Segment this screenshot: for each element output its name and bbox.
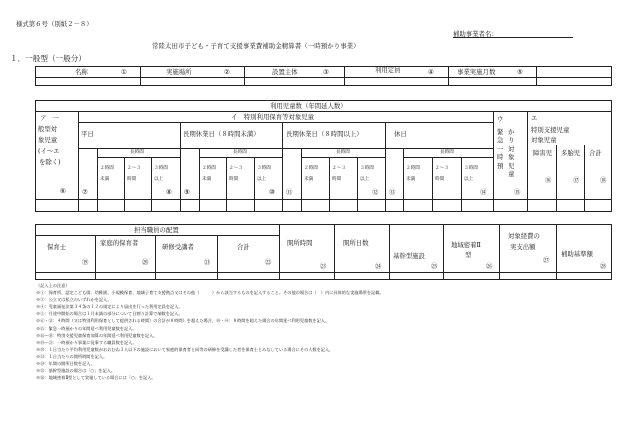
name-number: ① xyxy=(121,68,127,76)
type-e-total: 合計 xyxy=(589,149,602,157)
u-char: 対 xyxy=(508,144,515,153)
type-a-number: ⑥ xyxy=(60,187,66,195)
section-heading: １．一般型（一般分） xyxy=(10,54,86,63)
type-a-line4: (イ～エ xyxy=(38,147,60,155)
type-a-line3: 象児童 xyxy=(38,136,58,144)
open-hours-number: ㉓ xyxy=(320,262,327,270)
col-number-12: ⑫ xyxy=(372,188,379,196)
col-number-9: ⑨ xyxy=(184,188,190,196)
type-u-number: ⑮ xyxy=(514,188,521,196)
col-number-8: ⑧ xyxy=(166,188,172,196)
choujikan-label: 長時間 xyxy=(233,150,247,155)
capacity-header: 利用定員 xyxy=(375,66,401,74)
sub-label-2to3: ２～３ xyxy=(229,166,243,171)
type-e-sub1: 特別支援児童 xyxy=(531,126,570,134)
operator-label-text: 補助事業者名： xyxy=(453,30,498,38)
u-char: か xyxy=(508,128,515,136)
staff-nursery: 保育士 xyxy=(47,243,67,251)
sub-label-2to3-b: 時間 xyxy=(435,177,445,182)
months-header: 事業実施月数 xyxy=(457,68,496,76)
cost-number: ㉗ xyxy=(543,256,550,264)
type-e-disabled: 障害児 xyxy=(533,149,553,157)
sub-label-over3-b: 以上 xyxy=(257,177,267,182)
sub-label-2to3-b: 時間 xyxy=(332,177,342,182)
operator-label xyxy=(453,31,573,38)
note-line: ※㉕：基幹型施設の場合は「○」を記入。 xyxy=(36,368,116,374)
sub-label-2to3: ２～３ xyxy=(435,166,449,171)
type-a-line2: 般型対 xyxy=(38,125,58,133)
sub-label-under2-b: 未満 xyxy=(100,177,110,182)
location-header: 実施場所 xyxy=(166,68,192,76)
notes xyxy=(36,282,384,381)
type-a-line1 xyxy=(40,115,59,121)
u-char: り xyxy=(508,136,515,145)
note-line: ※③：公立又は私立のいずれかを記入。 xyxy=(36,297,112,303)
u-char: 預 xyxy=(497,161,504,170)
regional-type-line1: 地域密着Ⅱ xyxy=(451,241,481,249)
staff-family: 家庭的保育者 xyxy=(100,239,139,247)
open-hours: 開所時間 xyxy=(287,239,313,247)
staff-family-number: ⑳ xyxy=(142,258,149,266)
choujikan-label: 長時間 xyxy=(130,150,144,155)
type-e-sub2: 対象児童 xyxy=(531,136,557,144)
note-line: ※㉓：１日当たりの開所時間を記入。 xyxy=(36,353,108,359)
type-b-title: イ 特別利用保育等対象児童 xyxy=(231,113,315,121)
col-number-11: ⑪ xyxy=(286,188,293,196)
note-line: ※⑳：１日当たり平均利用児童数がおおむね３人以下の施設において家庭的保育者と同等の研修を受講した者を保育士とみなしている場合にその人数を記入。 xyxy=(36,346,334,352)
staff-total-number: ㉒ xyxy=(265,258,272,266)
u-char: 緊 xyxy=(497,128,504,136)
type-e-multiple: 多胎児 xyxy=(561,149,581,157)
location-number: ② xyxy=(224,68,230,76)
sub-label-under2: ２時間 xyxy=(406,166,420,171)
type-e-number-17: ⑰ xyxy=(573,176,580,184)
type-e-number-18: ⑱ xyxy=(600,176,607,184)
note-line: ※④：児童福祉法第３４条の１２の規定により届出を行った利用定員を記入。 xyxy=(36,304,183,310)
name-header: 名称 xyxy=(75,68,88,76)
u-char: 象 xyxy=(508,153,515,162)
sub-label-over3: ３時間 xyxy=(154,166,168,171)
regional-type-line2: 型 xyxy=(465,251,472,259)
sub-label-under2-b: 未満 xyxy=(406,177,416,182)
note-line: ※㉖：地域密着Ⅱ型として実施している場合には「○」を記入。 xyxy=(36,375,156,381)
entity-header: 設置主体 xyxy=(272,68,298,76)
sub-label-under2: ２時間 xyxy=(304,166,318,171)
sub-label-over3-b: 以上 xyxy=(464,177,474,182)
type-a-ichi: 一 xyxy=(52,114,59,122)
sub-label-2to3: ２～３ xyxy=(127,166,141,171)
choujikan-label: 長時間 xyxy=(440,150,454,155)
sub-label-2to3: ２～３ xyxy=(332,166,346,171)
note-line: ※⑤：月途中開始の場合は１月未満の部分について日割り計算で端数を記入。 xyxy=(36,311,183,317)
sub-label-2to3-b: 時間 xyxy=(127,177,137,182)
open-days: 開所日数 xyxy=(343,239,369,247)
u-char: 時 xyxy=(497,153,504,162)
type-u-col2 xyxy=(508,128,516,178)
sub-label-under2: ２時間 xyxy=(202,166,216,171)
sub-label-under2-b: 未満 xyxy=(202,177,212,182)
cost-line2: 実支出額 xyxy=(510,243,536,251)
col-number-10: ⑩ xyxy=(269,188,275,196)
sub-label-over3: ３時間 xyxy=(464,166,478,171)
operator-name-field[interactable] xyxy=(453,31,573,38)
cost-line1: 対象経費の xyxy=(508,232,540,240)
sub-label-2to3-b: 時間 xyxy=(229,177,239,182)
u-char: 一 xyxy=(497,144,504,153)
standard-amount: 補助基準額 xyxy=(561,250,593,258)
group-holiday: 休日 xyxy=(394,130,407,138)
staff-trainee-number: ㉑ xyxy=(204,258,211,266)
col-number-13: ⑬ xyxy=(389,188,396,196)
staff-trainee: 研修受講者 xyxy=(162,243,194,251)
sub-label-over3: ３時間 xyxy=(257,166,271,171)
months-number: ⑤ xyxy=(517,68,523,76)
usage-title: 利用児童数（年間延人数） xyxy=(270,102,347,110)
entity-number: ③ xyxy=(323,68,329,76)
staff-title: 担当職員の配置 xyxy=(134,226,179,234)
note-line: ※⑲～㉑：一時預かり事業に従事する職員数を記入。 xyxy=(36,339,137,345)
u-char: 急 xyxy=(497,136,504,145)
sub-label-over3: ３時間 xyxy=(360,166,374,171)
group-weekday: 平日 xyxy=(81,130,94,138)
usage-table xyxy=(35,100,612,212)
staff-total: 合計 xyxy=(237,243,250,251)
u-char: 童 xyxy=(508,170,515,179)
type-e-number-16: ⑯ xyxy=(545,176,552,184)
base-facility: 基幹型施設 xyxy=(393,252,425,260)
choujikan-label: 長時間 xyxy=(336,150,350,155)
staff-nursery-number: ⑲ xyxy=(82,258,89,266)
group-long-holiday-over8: 長期休業日（８時間以上） xyxy=(286,130,363,138)
u-char: 児 xyxy=(508,161,515,170)
note-line: ※⑮：緊急一時預かりの年間延べ利用児童数を記入。 xyxy=(36,325,137,331)
capacity-number: ④ xyxy=(428,68,434,76)
page-title: 常陸太田市子ども・子育て支援事業費補助金精算書（一時預かり事業） xyxy=(152,42,360,50)
sub-label-under2-b: 未満 xyxy=(304,177,314,182)
standard-number: ㉘ xyxy=(600,262,607,270)
type-u-kana: ウ xyxy=(497,115,504,123)
type-a-kana: ア xyxy=(40,114,47,122)
note-line: ※⑯～⑱：特別支援児童保育加算の年間延べ利用児童数を記入。 xyxy=(36,332,158,338)
col-number-14: ⑭ xyxy=(480,188,487,196)
sub-label-over3-b: 以上 xyxy=(360,177,370,182)
open-days-number: ㉔ xyxy=(375,262,382,270)
note-line: （記入上の注意） xyxy=(36,283,70,288)
form-number: 様式第６号（別紙２－８） xyxy=(16,20,93,28)
note-line: ※㉔：年間の開所日数を記入。 xyxy=(36,361,95,367)
note-line: ※⑥・⑬：４時間（又は特別利用保育として提供される時間）の合計が８時間）を超えた場合、⑩・⑭：８時間を超えた場合の年間延べ利用児童数を記入。 xyxy=(36,318,330,324)
type-u-col1 xyxy=(497,128,505,170)
col-number-7: ⑦ xyxy=(82,188,88,196)
sub-label-over3-b: 以上 xyxy=(154,177,164,182)
sub-label-under2: ２時間 xyxy=(100,166,114,171)
note-line: ※①：保育所、認定こども園、幼稚園、小規模保育、地域子育て支援拠点又はその他（ ）から該当するものを記入すること。その他の場合は（ ）内に具体的な実施場所を記載。 xyxy=(36,290,384,296)
regional-type-number: ㉖ xyxy=(486,262,493,270)
group-long-holiday-under8: 長期休業日（８時間未満） xyxy=(183,130,260,138)
base-facility-number: ㉕ xyxy=(431,262,438,270)
type-e-kana: エ xyxy=(531,114,538,122)
type-a-line5: を除く) xyxy=(39,158,61,166)
